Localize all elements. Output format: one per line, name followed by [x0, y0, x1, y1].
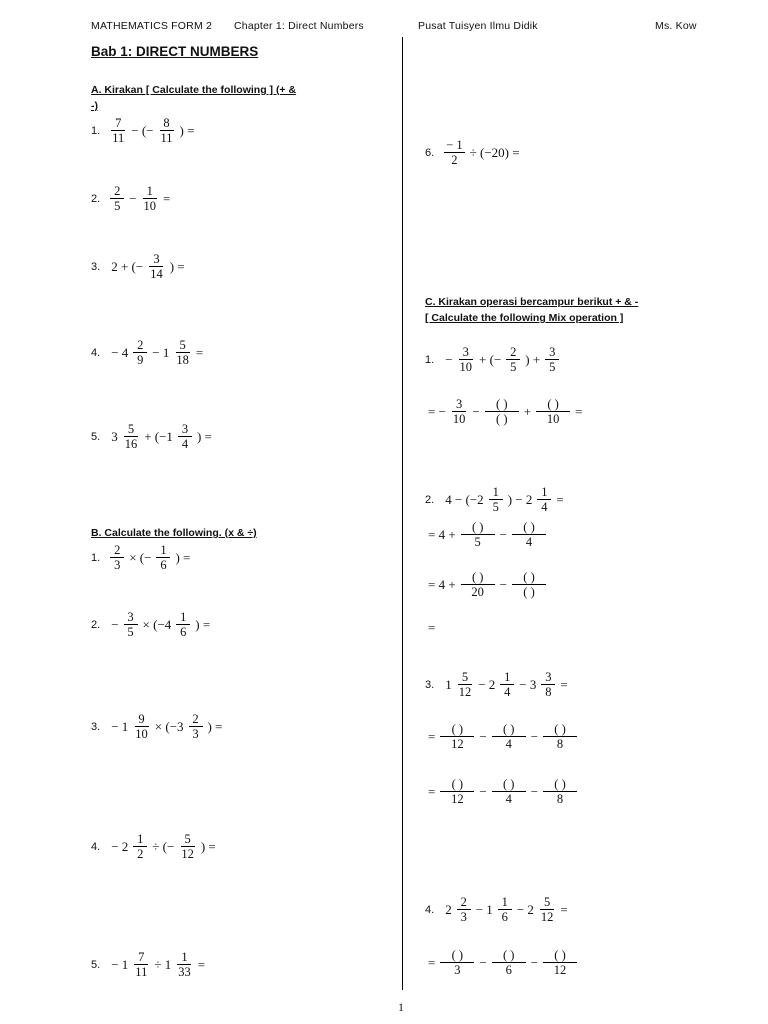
page-title: Bab 1: DIRECT NUMBERS	[91, 44, 259, 59]
question-c4: 4. 2 $\frac{2}{3}$ − 1 $\frac{1}{6}$ − 2 $\frac{5}{12}$ =	[425, 895, 568, 924]
section-b-heading: B. Calculate the following. (x & ÷)	[91, 527, 257, 539]
question-b4: 4. − 2 $\frac{1}{2}$ ÷ (− $\frac{5}{12}$ ) =	[91, 832, 216, 861]
section-a-heading: A. Kirakan [ Calculate the following ] (+ & -)	[91, 84, 297, 112]
header-centre: Pusat Tuisyen Ilmu Didik	[418, 20, 538, 32]
question-b1: 1. $\frac{2}{3}$ × (− $\frac{1}{6}$ ) =	[91, 543, 191, 572]
question-b2: 2. − $\frac{3}{5}$ × (−4 $\frac{1}{6}$ ) =	[91, 610, 211, 639]
header-teacher: Ms. Kow	[655, 20, 697, 32]
question-b5: 5. − 1 $\frac{7}{11}$ ÷ 1 $\frac{1}{33}$ =	[91, 950, 206, 979]
question-a6: 6. $\frac{- 1}{2}$ ÷ (−20) =	[425, 138, 520, 167]
header-chapter: Chapter 1: Direct Numbers	[234, 20, 364, 32]
page-number: 1	[398, 1000, 404, 1014]
question-c2: 2. 4 − (−2 $\frac{1}{5}$ ) − 2 $\frac{1}{4}$ =	[425, 485, 564, 514]
question-c4-step1: = $\frac{( )}{3}$ − $\frac{( )}{6}$ − $\frac{( )}{12}$	[425, 948, 579, 977]
question-a5: 5. 3 $\frac{5}{16}$ + (−1 $\frac{3}{4}$ ) =	[91, 422, 212, 451]
column-divider	[402, 37, 403, 990]
question-c3-step1: = $\frac{( )}{12}$ − $\frac{( )}{4}$ − $\frac{( )}{8}$	[425, 722, 579, 751]
question-c1-step1: = − $\frac{3}{10}$ − $\frac{( )}{( )}$ + $\frac{( )}{10}$ =	[428, 397, 583, 426]
question-a3: 3. 2 + (− $\frac{3}{14}$ ) =	[91, 252, 185, 281]
question-c3-step2: = $\frac{( )}{12}$ − $\frac{( )}{4}$ − $\frac{( )}{8}$	[425, 777, 579, 806]
question-c2-step2: = 4 + $\frac{( )}{20}$ − $\frac{( )}{( )}$	[425, 570, 548, 599]
question-a2: 2. $\frac{2}{5}$ − $\frac{1}{10}$ =	[91, 184, 171, 213]
question-a1: 1. $\frac{7}{11}$ − (− $\frac{8}{11}$ ) =	[91, 116, 195, 145]
question-a4: 4. − 4 $\frac{2}{9}$ − 1 $\frac{5}{18}$ =	[91, 338, 204, 367]
header-subject: MATHEMATICS FORM 2	[91, 20, 213, 32]
question-c1: 1. − $\frac{3}{10}$ + (− $\frac{2}{5}$ ) + $\frac{3}{5}$	[425, 345, 561, 374]
section-c-heading: C. Kirakan operasi bercampur berikut + & - [ Calculate the following Mix operation ]	[425, 296, 639, 324]
question-c2-step3: =	[428, 620, 436, 635]
question-c3: 3. 1 $\frac{5}{12}$ − 2 $\frac{1}{4}$ − 3 $\frac{3}{8}$ =	[425, 670, 568, 699]
question-b3: 3. − 1 $\frac{9}{10}$ × (−3 $\frac{2}{3}$ ) =	[91, 712, 223, 741]
question-c2-step1: = 4 + $\frac{( )}{5}$ − $\frac{( )}{4}$	[425, 520, 548, 549]
